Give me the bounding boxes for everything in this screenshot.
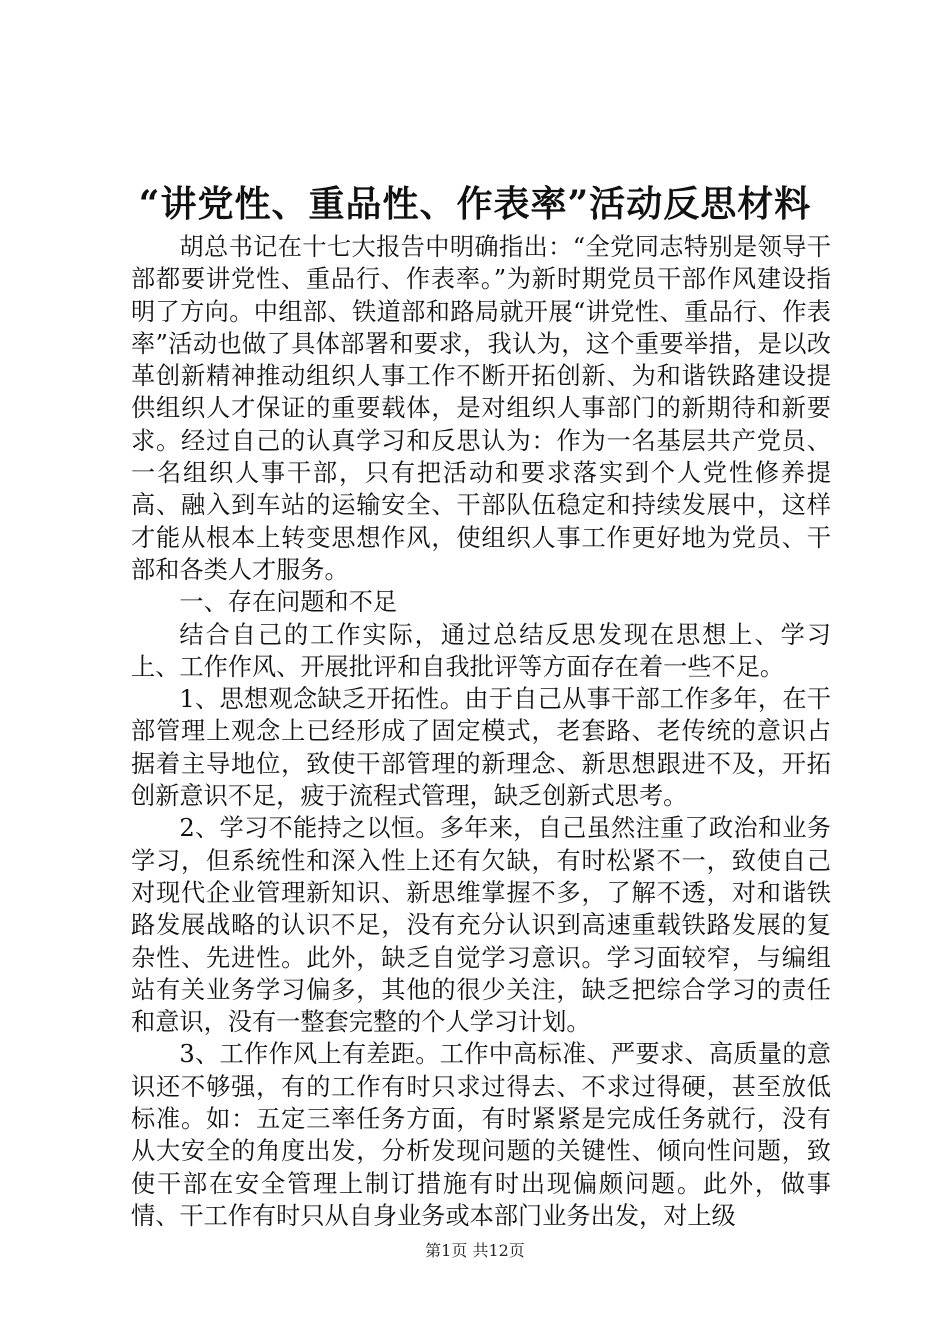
- paragraph-point-3: 3、工作作风上有差距。工作中高标准、严要求、高质量的意识还不够强，有的工作有时只求过得去、不求过得硬，甚至放低标准。如：五定三率任务方面，有时紧紧是完成任务就行，没有从大安全的角度出发，分析发现问题的关键性、倾向性问题，致使干部在安全管理上制订措施有时出现偏颇问题。此外，做事情、干工作有时只从自身业务或本部门业务出发，对上级: [131, 1040, 831, 1230]
- paragraph-point-1: 1、思想观念缺乏开拓性。由于自己从事干部工作多年，在干部管理上观念上已经形成了固定模式，老套路、老传统的意识占据着主导地位，致使干部管理的新理念、新思想跟进不及，开拓创新意识不足，疲于流程式管理，缺乏创新式思考。: [131, 685, 831, 811]
- paragraph-intro: 胡总书记在十七大报告中明确指出：“全党同志特别是领导干部都要讲党性、重品行、作表率。”为新时期党员干部作风建设指明了方向。中组部、铁道部和路局就开展“讲党性、重品行、作表率”活动也做了具体部署和要求，我认为，这个重要举措，是以改革创新精神推动组织人事工作不断开拓创新、为和谐铁路建设提供组织人才保证的重要载体，是对组织人事部门的新期待和新要求。经过自己的认真学习和反思认为：作为一名基层共产党员、一名组织人事干部，只有把活动和要求落实到个人党性修养提高、融入到车站的运输安全、干部队伍稳定和持续发展中，这样才能从根本上转变思想作风，使组织人事工作更好地为党员、干部和各类人才服务。: [131, 233, 831, 584]
- paragraph-point-2: 2、学习不能持之以恒。多年来，自己虽然注重了政治和业务学习，但系统性和深入性上还有欠缺，有时松紧不一，致使自己对现代企业管理新知识、新思维掌握不多，了解不透，对和谐铁路发展战略的认识不足，没有充分认识到高速重载铁路发展的复杂性、先进性。此外，缺乏自觉学习意识。学习面较窄，与编组站有关业务学习偏多，其他的很少关注，缺乏把综合学习的责任和意识，没有一整套完整的个人学习计划。: [131, 814, 831, 1037]
- paragraph-summary: 结合自己的工作实际，通过总结反思发现在思想上、学习上、工作作风、开展批评和自我批评等方面存在着一些不足。: [131, 620, 831, 681]
- page-footer: 第1页 共12页: [425, 1241, 525, 1260]
- document-body: [131, 231, 831, 1232]
- section-heading-problems: 一、存在问题和不足: [179, 588, 398, 617]
- document-title: “讲党性、重品性、作表率”活动反思材料: [138, 183, 812, 225]
